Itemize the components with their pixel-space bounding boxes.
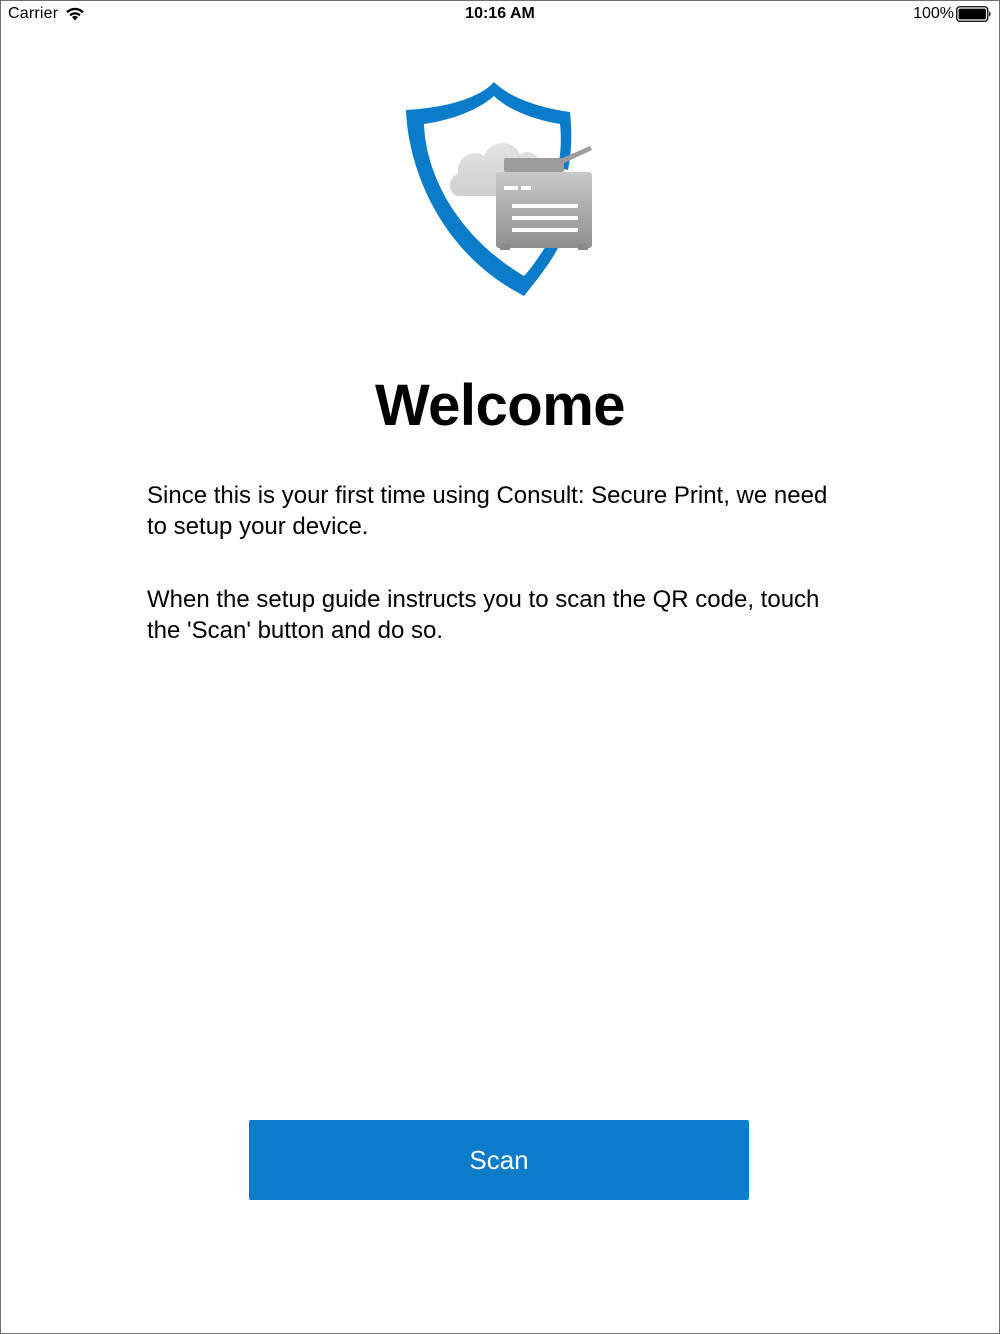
secure-print-shield-logo xyxy=(400,78,600,302)
instruction-text: When the setup guide instructs you to scan the QR code, touch the 'Scan' button and do so. xyxy=(147,586,820,644)
printer-icon xyxy=(496,146,592,250)
page-title: Welcome xyxy=(374,373,626,438)
battery-icon xyxy=(956,6,992,22)
scan-button[interactable]: Scan xyxy=(249,1120,749,1200)
battery-percentage: 100% xyxy=(913,5,954,22)
intro-text: Since this is your first time using Consult: Secure Print, we need to setup your device. xyxy=(147,482,828,540)
status-time: 10:16 AM xyxy=(465,5,535,22)
carrier-label: Carrier xyxy=(8,5,59,22)
status-bar xyxy=(0,0,1000,28)
